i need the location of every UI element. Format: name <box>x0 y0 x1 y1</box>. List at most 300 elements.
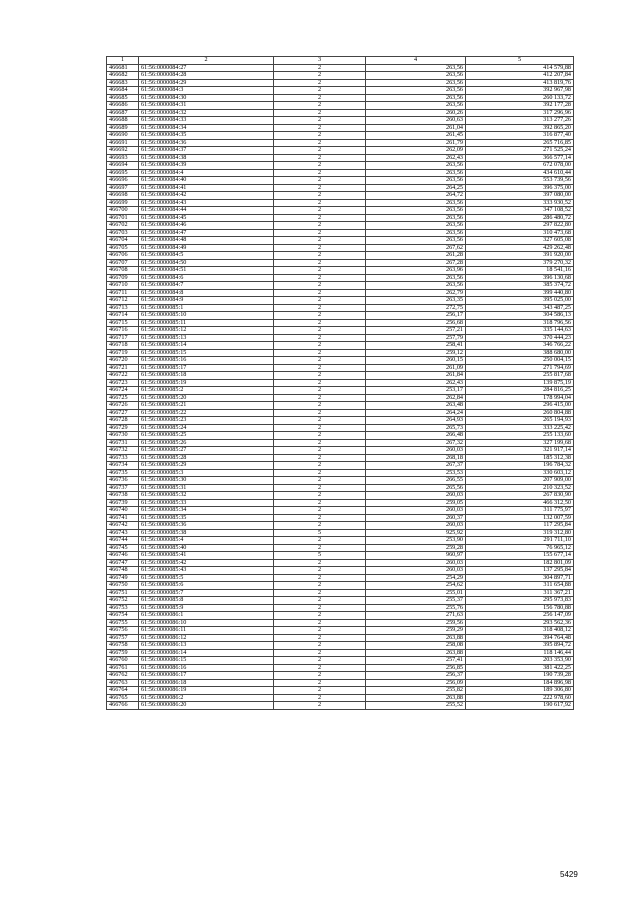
table-row <box>107 87 574 95</box>
cadastral-number-cell: 61:56:0000085:10 <box>139 312 274 320</box>
row-id-cell: 466727 <box>107 409 139 417</box>
category-cell: 2 <box>274 694 366 702</box>
category-cell: 2 <box>274 94 366 102</box>
table-row <box>107 252 574 260</box>
cadastral-number-cell: 61:56:0000084:29 <box>139 79 274 87</box>
category-cell: 2 <box>274 192 366 200</box>
value-cell: 429 262,48 <box>466 244 574 252</box>
category-cell: 2 <box>274 499 366 507</box>
row-id-cell: 466756 <box>107 627 139 635</box>
cadastral-number-cell: 61:56:0000086:14 <box>139 649 274 657</box>
cadastral-number-cell: 61:56:0000086:13 <box>139 642 274 650</box>
value-cell: 260 804,88 <box>466 409 574 417</box>
area-cell: 263,88 <box>366 694 466 702</box>
header-col-5: 5 <box>466 57 574 65</box>
header-col-4: 4 <box>366 57 466 65</box>
category-cell: 2 <box>274 634 366 642</box>
category-cell: 2 <box>274 342 366 350</box>
cadastral-number-cell: 61:56:0000084:49 <box>139 244 274 252</box>
area-cell: 960,97 <box>366 552 466 560</box>
header-col-2: 2 <box>139 57 274 65</box>
cadastral-number-cell: 61:56:0000084:7 <box>139 282 274 290</box>
value-cell: 222 978,60 <box>466 694 574 702</box>
cadastral-number-cell: 61:56:0000084:33 <box>139 117 274 125</box>
cadastral-number-cell: 61:56:0000086:19 <box>139 687 274 695</box>
row-id-cell: 466744 <box>107 537 139 545</box>
value-cell: 333 225,42 <box>466 424 574 432</box>
table-row <box>107 499 574 507</box>
area-cell: 260,26 <box>366 109 466 117</box>
area-cell: 262,84 <box>366 394 466 402</box>
table-row <box>107 469 574 477</box>
row-id-cell: 466719 <box>107 349 139 357</box>
category-cell: 2 <box>274 702 366 710</box>
area-cell: 263,56 <box>366 177 466 185</box>
table-row <box>107 162 574 170</box>
row-id-cell: 466681 <box>107 64 139 72</box>
area-cell: 265,73 <box>366 424 466 432</box>
value-cell: 265 194,93 <box>466 417 574 425</box>
cadastral-number-cell: 61:56:0000085:9 <box>139 604 274 612</box>
table-row <box>107 312 574 320</box>
value-cell: 311 775,97 <box>466 507 574 515</box>
category-cell: 2 <box>274 664 366 672</box>
table-row <box>107 64 574 72</box>
table-row <box>107 687 574 695</box>
value-cell: 291 711,10 <box>466 537 574 545</box>
row-id-cell: 466758 <box>107 642 139 650</box>
cadastral-number-cell: 61:56:0000085:16 <box>139 357 274 365</box>
category-cell: 2 <box>274 439 366 447</box>
value-cell: 396 375,00 <box>466 184 574 192</box>
area-cell: 263,56 <box>366 282 466 290</box>
cadastral-number-cell: 61:56:0000085:23 <box>139 417 274 425</box>
area-cell: 258,08 <box>366 642 466 650</box>
area-cell: 259,28 <box>366 544 466 552</box>
area-cell: 263,56 <box>366 72 466 80</box>
row-id-cell: 466754 <box>107 612 139 620</box>
cadastral-number-cell: 61:56:0000085:36 <box>139 522 274 530</box>
table-row <box>107 529 574 537</box>
area-cell: 260,03 <box>366 567 466 575</box>
category-cell: 2 <box>274 162 366 170</box>
value-cell: 553 739,56 <box>466 177 574 185</box>
row-id-cell: 466686 <box>107 102 139 110</box>
area-cell: 261,79 <box>366 139 466 147</box>
area-cell: 253,90 <box>366 537 466 545</box>
value-cell: 313 277,26 <box>466 117 574 125</box>
table-row <box>107 139 574 147</box>
table-row <box>107 184 574 192</box>
area-cell: 263,56 <box>366 102 466 110</box>
area-cell: 256,09 <box>366 679 466 687</box>
cadastral-number-cell: 61:56:0000086:15 <box>139 657 274 665</box>
row-id-cell: 466696 <box>107 177 139 185</box>
row-id-cell: 466692 <box>107 147 139 155</box>
cadastral-number-cell: 61:56:0000085:24 <box>139 424 274 432</box>
area-cell: 255,01 <box>366 589 466 597</box>
area-cell: 260,03 <box>366 447 466 455</box>
category-cell: 2 <box>274 169 366 177</box>
table-row <box>107 364 574 372</box>
row-id-cell: 466701 <box>107 214 139 222</box>
category-cell: 2 <box>274 559 366 567</box>
value-cell: 250 004,15 <box>466 357 574 365</box>
cadastral-number-cell: 61:56:0000086:12 <box>139 634 274 642</box>
row-id-cell: 466705 <box>107 244 139 252</box>
row-id-cell: 466753 <box>107 604 139 612</box>
value-cell: 185 312,38 <box>466 454 574 462</box>
category-cell: 2 <box>274 364 366 372</box>
category-cell: 2 <box>274 379 366 387</box>
table-row <box>107 192 574 200</box>
table-row <box>107 589 574 597</box>
category-cell: 2 <box>274 447 366 455</box>
category-cell: 2 <box>274 252 366 260</box>
value-cell: 333 930,52 <box>466 199 574 207</box>
cadastral-number-cell: 61:56:0000084:41 <box>139 184 274 192</box>
category-cell: 2 <box>274 289 366 297</box>
value-cell: 190 739,28 <box>466 672 574 680</box>
value-cell: 327 199,68 <box>466 439 574 447</box>
table-row <box>107 619 574 627</box>
cadastral-number-cell: 61:56:0000085:26 <box>139 439 274 447</box>
area-cell: 255,37 <box>366 597 466 605</box>
category-cell: 2 <box>274 417 366 425</box>
table-row <box>107 319 574 327</box>
category-cell: 2 <box>274 469 366 477</box>
value-cell: 388 680,00 <box>466 349 574 357</box>
cadastral-number-cell: 61:56:0000084:4 <box>139 169 274 177</box>
cadastral-number-cell: 61:56:0000085:20 <box>139 394 274 402</box>
value-cell: 392 865,20 <box>466 124 574 132</box>
category-cell: 2 <box>274 522 366 530</box>
value-cell: 76 965,12 <box>466 544 574 552</box>
row-id-cell: 466694 <box>107 162 139 170</box>
table-row <box>107 522 574 530</box>
category-cell: 2 <box>274 582 366 590</box>
table-row <box>107 327 574 335</box>
cadastral-number-cell: 61:56:0000085:1 <box>139 304 274 312</box>
cadastral-number-cell: 61:56:0000085:2 <box>139 387 274 395</box>
row-id-cell: 466734 <box>107 462 139 470</box>
category-cell: 2 <box>274 222 366 230</box>
category-cell: 2 <box>274 154 366 162</box>
row-id-cell: 466745 <box>107 544 139 552</box>
area-cell: 264,93 <box>366 417 466 425</box>
cadastral-number-cell: 61:56:0000085:14 <box>139 342 274 350</box>
row-id-cell: 466742 <box>107 522 139 530</box>
value-cell: 267 830,90 <box>466 492 574 500</box>
category-cell: 2 <box>274 604 366 612</box>
table-row <box>107 402 574 410</box>
row-id-cell: 466765 <box>107 694 139 702</box>
category-cell: 2 <box>274 304 366 312</box>
value-cell: 394 764,48 <box>466 634 574 642</box>
cadastral-data-table <box>106 56 574 710</box>
area-cell: 253,17 <box>366 387 466 395</box>
area-cell: 255,76 <box>366 604 466 612</box>
row-id-cell: 466684 <box>107 87 139 95</box>
value-cell: 296 415,00 <box>466 402 574 410</box>
area-cell: 260,03 <box>366 507 466 515</box>
cadastral-number-cell: 61:56:0000084:48 <box>139 237 274 245</box>
cadastral-number-cell: 61:56:0000084:38 <box>139 154 274 162</box>
table-row <box>107 72 574 80</box>
table-row <box>107 604 574 612</box>
row-id-cell: 466707 <box>107 259 139 267</box>
value-cell: 207 909,00 <box>466 477 574 485</box>
table-row <box>107 229 574 237</box>
cadastral-number-cell: 61:56:0000085:31 <box>139 484 274 492</box>
value-cell: 137 295,84 <box>466 567 574 575</box>
row-id-cell: 466743 <box>107 529 139 537</box>
table-row <box>107 582 574 590</box>
table-row <box>107 372 574 380</box>
category-cell: 2 <box>274 199 366 207</box>
table-row <box>107 559 574 567</box>
row-id-cell: 466720 <box>107 357 139 365</box>
row-id-cell: 466722 <box>107 372 139 380</box>
value-cell: 346 766,22 <box>466 342 574 350</box>
area-cell: 266,48 <box>366 432 466 440</box>
page-number: 5429 <box>560 870 578 879</box>
area-cell: 263,56 <box>366 162 466 170</box>
cadastral-number-cell: 61:56:0000085:25 <box>139 432 274 440</box>
row-id-cell: 466764 <box>107 687 139 695</box>
cadastral-number-cell: 61:56:0000085:40 <box>139 544 274 552</box>
header-col-1: 1 <box>107 57 139 65</box>
cadastral-number-cell: 61:56:0000085:21 <box>139 402 274 410</box>
cadastral-number-cell: 61:56:0000085:27 <box>139 447 274 455</box>
category-cell: 2 <box>274 312 366 320</box>
area-cell: 256,68 <box>366 319 466 327</box>
cadastral-number-cell: 61:56:0000084:37 <box>139 147 274 155</box>
area-cell: 259,12 <box>366 349 466 357</box>
area-cell: 259,56 <box>366 619 466 627</box>
category-cell: 5 <box>274 552 366 560</box>
row-id-cell: 466698 <box>107 192 139 200</box>
area-cell: 262,43 <box>366 154 466 162</box>
cadastral-number-cell: 61:56:0000086:11 <box>139 627 274 635</box>
cadastral-number-cell: 61:56:0000085:6 <box>139 582 274 590</box>
table-row <box>107 514 574 522</box>
category-cell: 2 <box>274 619 366 627</box>
row-id-cell: 466729 <box>107 424 139 432</box>
area-cell: 263,56 <box>366 222 466 230</box>
category-cell: 2 <box>274 334 366 342</box>
value-cell: 286 480,72 <box>466 214 574 222</box>
value-cell: 271 525,24 <box>466 147 574 155</box>
row-id-cell: 466715 <box>107 319 139 327</box>
category-cell: 2 <box>274 387 366 395</box>
table-row <box>107 102 574 110</box>
category-cell: 2 <box>274 207 366 215</box>
category-cell: 2 <box>274 679 366 687</box>
table-row <box>107 484 574 492</box>
table-row <box>107 282 574 290</box>
cadastral-number-cell: 61:56:0000086:10 <box>139 619 274 627</box>
row-id-cell: 466695 <box>107 169 139 177</box>
cadastral-number-cell: 61:56:0000084:3 <box>139 87 274 95</box>
cadastral-number-cell: 61:56:0000084:39 <box>139 162 274 170</box>
table-row <box>107 117 574 125</box>
area-cell: 263,88 <box>366 649 466 657</box>
area-cell: 260,63 <box>366 117 466 125</box>
table-row <box>107 567 574 575</box>
category-cell: 2 <box>274 409 366 417</box>
area-cell: 255,52 <box>366 702 466 710</box>
table-row <box>107 462 574 470</box>
row-id-cell: 466682 <box>107 72 139 80</box>
cadastral-number-cell: 61:56:0000085:17 <box>139 364 274 372</box>
category-cell: 2 <box>274 214 366 222</box>
category-cell: 2 <box>274 627 366 635</box>
value-cell: 139 875,19 <box>466 379 574 387</box>
area-cell: 263,35 <box>366 297 466 305</box>
area-cell: 268,18 <box>366 454 466 462</box>
header-col-3: 3 <box>274 57 366 65</box>
area-cell: 261,04 <box>366 124 466 132</box>
cadastral-number-cell: 61:56:0000085:15 <box>139 349 274 357</box>
row-id-cell: 466749 <box>107 574 139 582</box>
category-cell: 2 <box>274 87 366 95</box>
category-cell: 2 <box>274 424 366 432</box>
cadastral-number-cell: 61:56:0000085:28 <box>139 454 274 462</box>
value-cell: 466 312,50 <box>466 499 574 507</box>
row-id-cell: 466683 <box>107 79 139 87</box>
table-row <box>107 387 574 395</box>
category-cell: 2 <box>274 687 366 695</box>
row-id-cell: 466709 <box>107 274 139 282</box>
category-cell: 2 <box>274 147 366 155</box>
value-cell: 132 007,59 <box>466 514 574 522</box>
category-cell: 2 <box>274 394 366 402</box>
category-cell: 5 <box>274 529 366 537</box>
category-cell: 2 <box>274 319 366 327</box>
cadastral-number-cell: 61:56:0000084:40 <box>139 177 274 185</box>
row-id-cell: 466732 <box>107 447 139 455</box>
row-id-cell: 466755 <box>107 619 139 627</box>
table-row <box>107 702 574 710</box>
row-id-cell: 466725 <box>107 394 139 402</box>
table-row <box>107 612 574 620</box>
row-id-cell: 466711 <box>107 289 139 297</box>
row-id-cell: 466717 <box>107 334 139 342</box>
value-cell: 255 133,60 <box>466 432 574 440</box>
value-cell: 284 816,25 <box>466 387 574 395</box>
area-cell: 261,09 <box>366 364 466 372</box>
cadastral-number-cell: 61:56:0000084:9 <box>139 297 274 305</box>
area-cell: 256,17 <box>366 312 466 320</box>
area-cell: 261,28 <box>366 252 466 260</box>
category-cell: 2 <box>274 357 366 365</box>
category-cell: 2 <box>274 507 366 515</box>
row-id-cell: 466702 <box>107 222 139 230</box>
area-cell: 260,03 <box>366 492 466 500</box>
category-cell: 2 <box>274 649 366 657</box>
cadastral-number-cell: 61:56:0000084:31 <box>139 102 274 110</box>
value-cell: 391 920,00 <box>466 252 574 260</box>
table-row <box>107 649 574 657</box>
row-id-cell: 466685 <box>107 94 139 102</box>
table-row <box>107 109 574 117</box>
cadastral-number-cell: 61:56:0000085:29 <box>139 462 274 470</box>
cadastral-number-cell: 61:56:0000084:42 <box>139 192 274 200</box>
category-cell: 2 <box>274 484 366 492</box>
category-cell: 2 <box>274 567 366 575</box>
value-cell: 297 822,80 <box>466 222 574 230</box>
cadastral-number-cell: 61:56:0000085:38 <box>139 529 274 537</box>
value-cell: 395 025,00 <box>466 297 574 305</box>
value-cell: 311 654,88 <box>466 582 574 590</box>
cadastral-number-cell: 61:56:0000085:4 <box>139 537 274 545</box>
category-cell: 2 <box>274 259 366 267</box>
cadastral-number-cell: 61:56:0000086:16 <box>139 664 274 672</box>
row-id-cell: 466693 <box>107 154 139 162</box>
category-cell: 2 <box>274 544 366 552</box>
table-row <box>107 492 574 500</box>
value-cell: 366 577,14 <box>466 154 574 162</box>
table-row <box>107 199 574 207</box>
value-cell: 317 296,96 <box>466 109 574 117</box>
value-cell: 210 323,52 <box>466 484 574 492</box>
table-row <box>107 267 574 275</box>
area-cell: 263,56 <box>366 214 466 222</box>
table-row <box>107 334 574 342</box>
cadastral-number-cell: 61:56:0000084:47 <box>139 229 274 237</box>
cadastral-number-cell: 61:56:0000085:33 <box>139 499 274 507</box>
cadastral-number-cell: 61:56:0000085:41 <box>139 552 274 560</box>
table-row <box>107 169 574 177</box>
category-cell: 2 <box>274 514 366 522</box>
cadastral-number-cell: 61:56:0000084:8 <box>139 289 274 297</box>
category-cell: 2 <box>274 574 366 582</box>
cadastral-number-cell: 61:56:0000084:50 <box>139 259 274 267</box>
row-id-cell: 466724 <box>107 387 139 395</box>
category-cell: 2 <box>274 79 366 87</box>
table-row <box>107 357 574 365</box>
row-id-cell: 466750 <box>107 582 139 590</box>
area-cell: 257,79 <box>366 334 466 342</box>
area-cell: 263,96 <box>366 267 466 275</box>
table-row <box>107 477 574 485</box>
row-id-cell: 466716 <box>107 327 139 335</box>
row-id-cell: 466737 <box>107 484 139 492</box>
value-cell: 381 422,25 <box>466 664 574 672</box>
area-cell: 266,55 <box>366 477 466 485</box>
cadastral-number-cell: 61:56:0000084:34 <box>139 124 274 132</box>
row-id-cell: 466706 <box>107 252 139 260</box>
category-cell: 2 <box>274 432 366 440</box>
value-cell: 18 541,16 <box>466 267 574 275</box>
row-id-cell: 466704 <box>107 237 139 245</box>
area-cell: 263,56 <box>366 169 466 177</box>
area-cell: 263,56 <box>366 87 466 95</box>
area-cell: 254,29 <box>366 574 466 582</box>
area-cell: 260,03 <box>366 559 466 567</box>
row-id-cell: 466713 <box>107 304 139 312</box>
table-row <box>107 507 574 515</box>
cadastral-number-cell: 61:56:0000084:5 <box>139 252 274 260</box>
cadastral-number-cell: 61:56:0000085:3 <box>139 469 274 477</box>
table-row <box>107 454 574 462</box>
row-id-cell: 466733 <box>107 454 139 462</box>
area-cell: 257,41 <box>366 657 466 665</box>
table-row <box>107 447 574 455</box>
table-row <box>107 627 574 635</box>
category-cell: 2 <box>274 462 366 470</box>
